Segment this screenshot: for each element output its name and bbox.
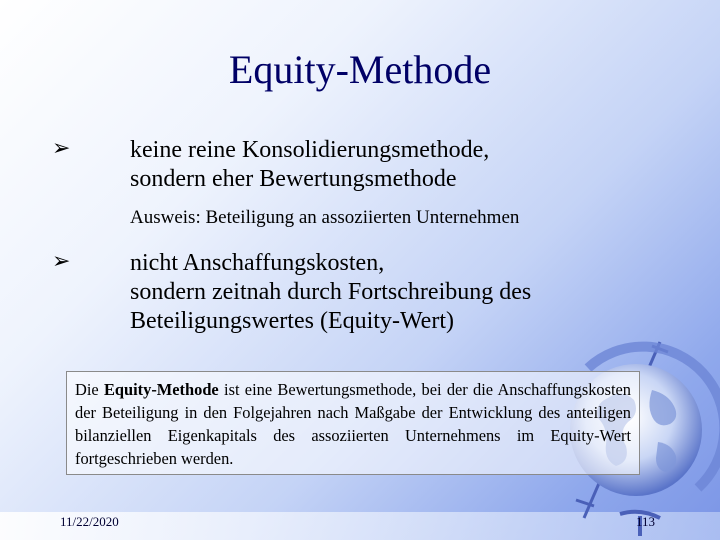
definition-text: ist eine Bewertungsmethode, bei der die Anschaffungskosten der Beteiligung in den Folgejahren nach Maßgabe der Entwicklung des anteiligen bilanziellen Eigenkapitals des assoziierten Unternehmens im Equity-Wert fortgeschrieben werden.	[75, 380, 631, 468]
bullet-2-line-2: sondern zeitnah durch Fortschreibung des	[130, 279, 532, 305]
bullet-2-line-3: Beteiligungswertes (Equity-Wert)	[130, 308, 454, 334]
footer-date: 11/22/2020	[60, 514, 119, 529]
arrow-bullet-icon: ➢	[52, 249, 71, 274]
definition-emphasis: Equity-Methode	[103, 380, 219, 399]
page-number: 113	[636, 514, 656, 529]
slide-title: Equity-Methode	[228, 47, 492, 92]
sub-note: Ausweis: Beteiligung an assoziierten Unternehmen	[130, 207, 520, 228]
bullet-1-line-2: sondern eher Bewertungsmethode	[130, 166, 457, 192]
definition-prefix: Die	[75, 380, 104, 399]
definition-box	[66, 371, 640, 475]
arrow-bullet-icon: ➢	[52, 136, 71, 161]
bullet-2-line-1: nicht Anschaffungskosten,	[130, 250, 385, 276]
bullet-1	[130, 136, 690, 194]
bullet-2	[130, 249, 690, 336]
bullet-1-line-1: keine reine Konsolidierungsmethode,	[130, 137, 490, 163]
